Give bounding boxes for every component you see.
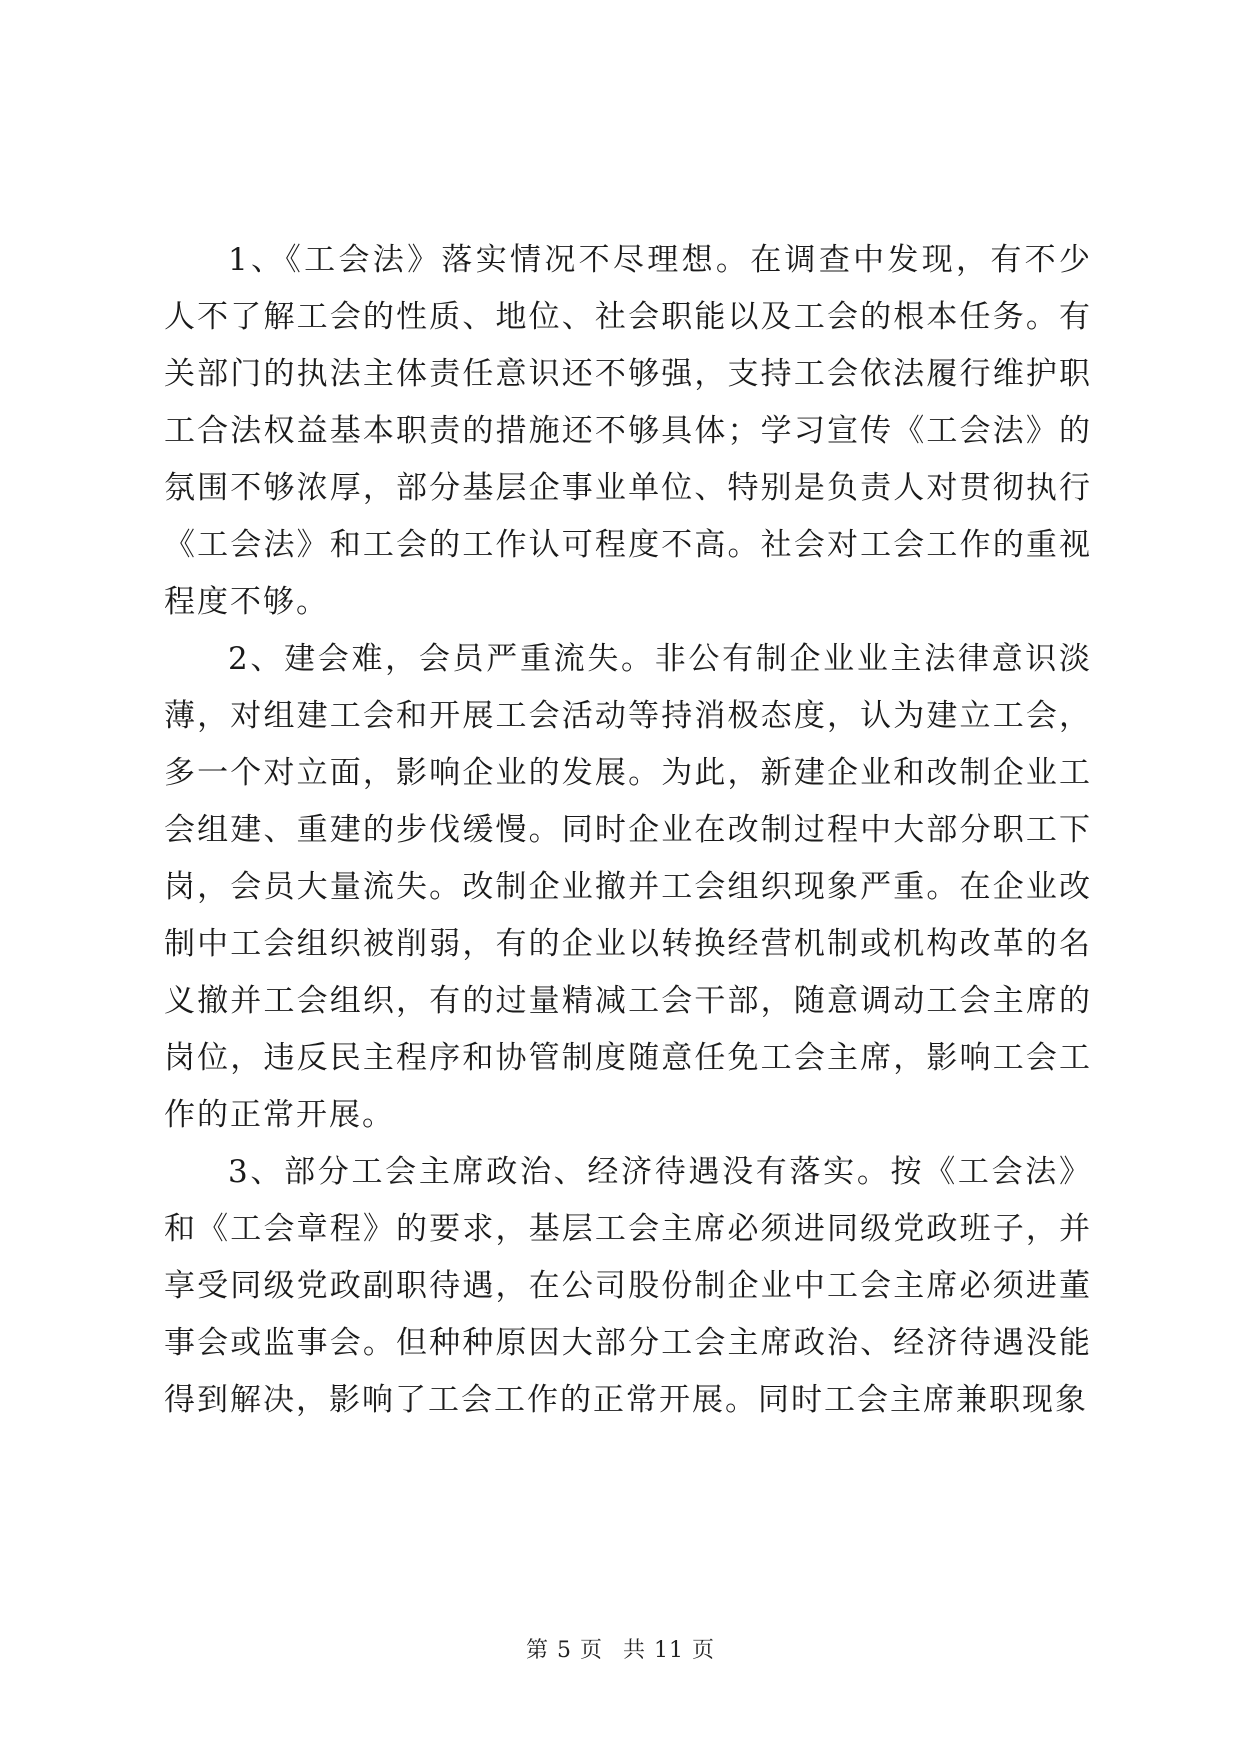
document-body bbox=[164, 232, 1092, 1429]
paragraph-2: 2、建会难，会员严重流失。非公有制企业业主法律意识淡薄，对组建工会和开展工会活动等持消极态度，认为建立工会，多一个对立面，影响企业的发展。为此，新建企业和改制企业工会组建、重建的步伐缓慢。同时企业在改制过程中大部分职工下岗，会员大量流失。改制企业撤并工会组织现象严重。在企业改制中工会组织被削弱，有的企业以转换经营机制或机构改革的名义撤并工会组织，有的过量精减工会干部，随意调动工会主席的岗位，违反民主程序和协管制度随意任免工会主席，影响工会工作的正常开展。 bbox=[164, 641, 1092, 1133]
page-total: 共 11 页 bbox=[623, 1638, 715, 1663]
paragraph-3: 3、部分工会主席政治、经济待遇没有落实。按《工会法》和《工会章程》的要求，基层工会主席必须进同级党政班子，并享受同级党政副职待遇，在公司股份制企业中工会主席必须进董事会或监事会。但种种原因大部分工会主席政治、经济待遇没能得到解决，影响了工会工作的正常开展。同时工会主席兼职现象 bbox=[164, 1154, 1092, 1418]
page-footer bbox=[0, 1636, 1241, 1666]
page-number: 第 5 页 bbox=[526, 1638, 603, 1663]
paragraph-1: 1、《工会法》落实情况不尽理想。在调查中发现，有不少人不了解工会的性质、地位、社会职能以及工会的根本任务。有关部门的执法主体责任意识还不够强，支持工会依法履行维护职工合法权益基本职责的措施还不够具体；学习宣传《工会法》的氛围不够浓厚，部分基层企事业单位、特别是负责人对贯彻执行《工会法》和工会的工作认可程度不高。社会对工会工作的重视程度不够。 bbox=[164, 242, 1092, 620]
